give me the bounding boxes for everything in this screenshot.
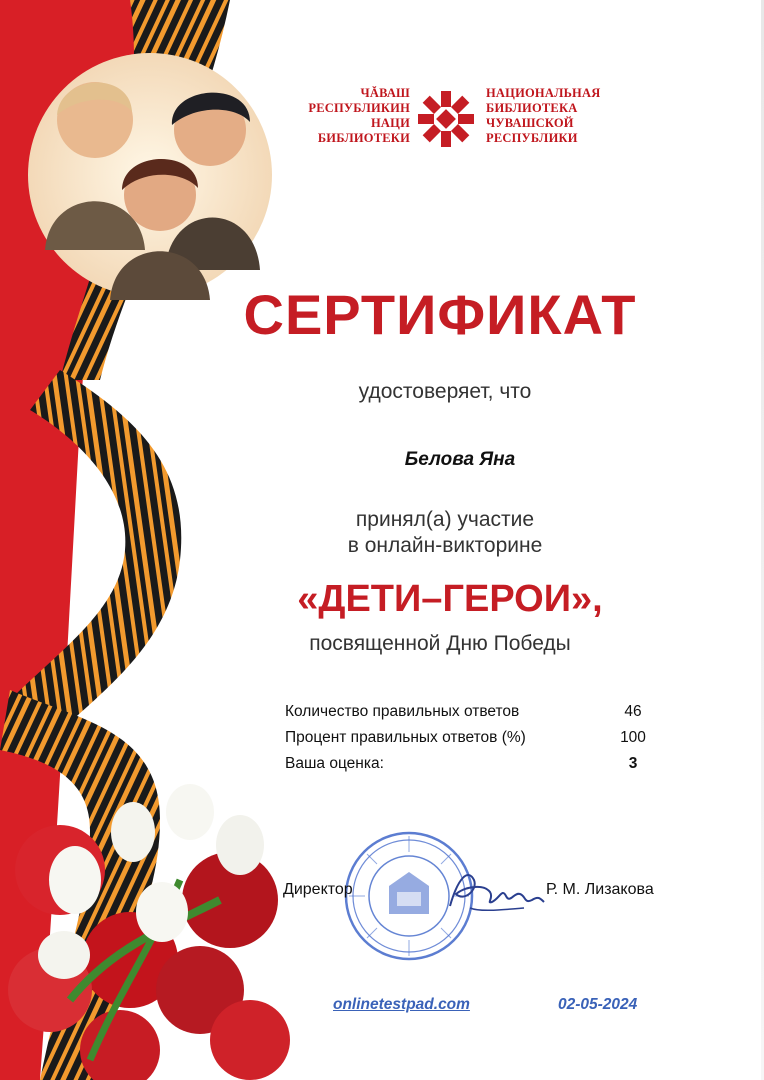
signature-icon: [440, 858, 550, 918]
participation-text: [290, 507, 600, 559]
result-label: Процент правильных ответов (%): [285, 729, 526, 746]
results-table: [285, 703, 665, 781]
library-logo: [300, 86, 620, 152]
logo-left-line: НАЦИ: [371, 116, 410, 130]
quiz-title: «ДЕТИ–ГЕРОИ»,: [297, 578, 603, 620]
logo-right-line: НАЦИОНАЛЬНАЯ: [486, 86, 601, 100]
result-row: [285, 755, 665, 781]
recipient-name: Белова Яна: [404, 449, 516, 470]
logo-right-line: БИБЛИОТЕКА: [486, 101, 578, 115]
logo-text-russian: [486, 86, 600, 146]
result-row: [285, 729, 665, 755]
result-value: 46: [624, 703, 642, 720]
certificate-title: СЕРТИФИКАТ: [243, 283, 637, 346]
chuvash-ornament-icon: [415, 88, 477, 150]
logo-text-chuvash: [308, 86, 410, 146]
result-label: Ваша оценка:: [285, 755, 384, 772]
director-name: Р. М. Лизакова: [546, 881, 654, 898]
result-value: 100: [620, 729, 646, 746]
logo-right-line: РЕСПУБЛИКИ: [486, 131, 578, 145]
result-value: 3: [628, 755, 638, 772]
participation-line: принял(а) участие: [355, 508, 535, 531]
logo-right-line: ЧУВАШСКОЙ: [486, 116, 574, 130]
logo-left-line: БИБЛИОТЕКИ: [317, 131, 410, 145]
result-label: Количество правильных ответов: [285, 703, 520, 720]
issue-date: 02-05-2024: [558, 996, 638, 1013]
result-row: [285, 703, 665, 729]
participation-line: в онлайн-викторине: [347, 534, 543, 557]
certifies-text: удостоверяет, что: [358, 380, 532, 403]
logo-left-line: ЧĂВАШ: [360, 86, 410, 100]
decorative-left-artwork: [0, 0, 300, 1080]
dedication-text: посвященной Дню Победы: [309, 632, 571, 655]
director-label: Директор: [283, 881, 353, 898]
logo-left-line: РЕСПУБЛИКИН: [308, 101, 410, 115]
onlinetestpad-link[interactable]: onlinetestpad.com: [333, 996, 470, 1013]
